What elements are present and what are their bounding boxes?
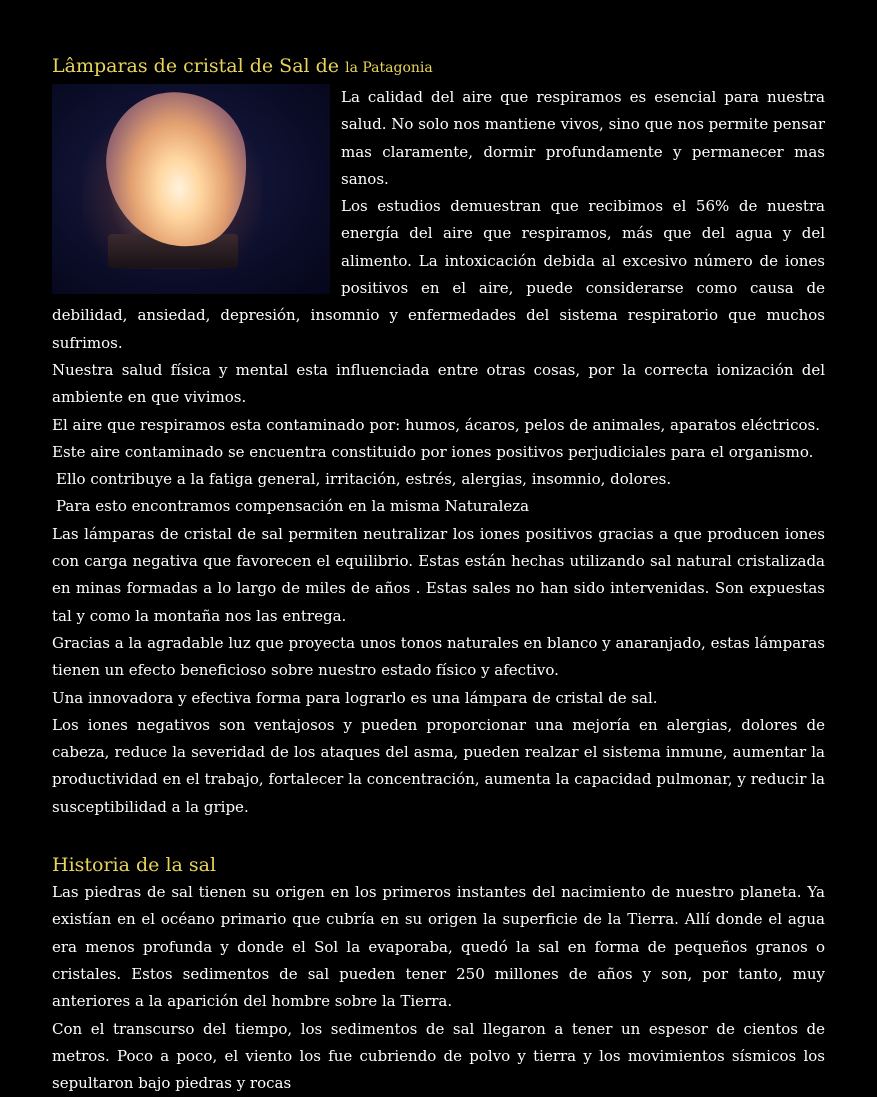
article (52, 52, 825, 1097)
paragraph-air-quality: La calidad del aire que respiramos es esencial para nuestra salud. No solo nos mantiene vivos, sino que nos permite pensar mas claramente, dormir profundamente y permanecer mas sanos. (52, 84, 825, 193)
paragraph-contaminated-air: El aire que respiramos esta contaminado por: humos, ácaros, pelos de animales, aparatos eléctricos. (52, 412, 825, 439)
paragraph-energy-studies: Los estudios demuestran que recibimos el 56% de nuestra energía del aire que respiramos, más que del agua y del alimento. La intoxicación debida al excesivo número de iones positivos en el aire, puede considerarse como causa de debilidad, ansiedad, depresión, insomnio y enfermedades del sistema respiratorio que muchos sufrimos. (52, 193, 825, 357)
paragraph-sediments: Con el transcurso del tiempo, los sedimentos de sal llegaron a tener un espesor de cientos de metros. Poco a poco, el viento los fue cubriendo de polvo y tierra y los movimientos sísmicos los sepultaron bajo piedras y rocas (52, 1016, 825, 1097)
page-title-suffix: la Patagonia (345, 60, 433, 76)
paragraph-nature: Para esto encontramos compensación en la misma Naturaleza (52, 493, 825, 520)
paragraph-negative-ions: Los iones negativos son ventajosos y pueden proporcionar una mejoría en alergias, dolores de cabeza, reduce la severidad de los ataques del asma, pueden realzar el sistema inmune, aumentar la productividad en el trabajo, fortalecer la concentración, aumenta la capacidad pulmonar, y reducir la susceptibilidad a la gripe. (52, 712, 825, 821)
paragraph-salt-origin: Las piedras de sal tienen su origen en los primeros instantes del nacimiento de nuestro planeta. Ya existían en el océano primario que cubría en su origen la superficie de la Tierra. Allí donde el agua era menos profunda y donde el Sol la evaporaba, quedó la sal en forma de pequeños granos o cristales. Estos sedimentos de sal pueden tener 250 millones de años y son, por tanto, muy anteriores a la aparición del hombre sobre la Tierra. (52, 879, 825, 1015)
paragraph-positive-ions: Este aire contaminado se encuentra constituido por iones positivos perjudiciales para el organismo. (52, 439, 825, 466)
paragraph-innovative: Una innovadora y efectiva forma para lograrlo es una lámpara de cristal de sal. (52, 685, 825, 712)
paragraph-health-ionization: Nuestra salud física y mental esta influenciada entre otras cosas, por la correcta ionización del ambiente en que vivimos. (52, 357, 825, 412)
page-title (52, 52, 825, 82)
history-heading: Historia de la sal (52, 851, 825, 879)
paragraph-light-tones: Gracias a la agradable luz que proyecta unos tonos naturales en blanco y anaranjado, estas lámparas tienen un efecto beneficioso sobre nuestro estado físico y afectivo. (52, 630, 825, 685)
page-title-main: Lâmparas de cristal de Sal de (52, 55, 345, 77)
paragraph-fatigue: Ello contribuye a la fatiga general, irritación, estrés, alergias, insomnio, dolores. (52, 466, 825, 493)
salt-lamp-image (52, 84, 330, 294)
paragraph-salt-lamps: Las lámparas de cristal de sal permiten neutralizar los iones positivos gracias a que producen iones con carga negativa que favorecen el equilibrio. Estas están hechas utilizando sal natural cristalizada en minas formadas a lo largo de miles de años . Estas sales no han sido intervenidas. Son expuestas tal y como la montaña nos las entrega. (52, 521, 825, 630)
